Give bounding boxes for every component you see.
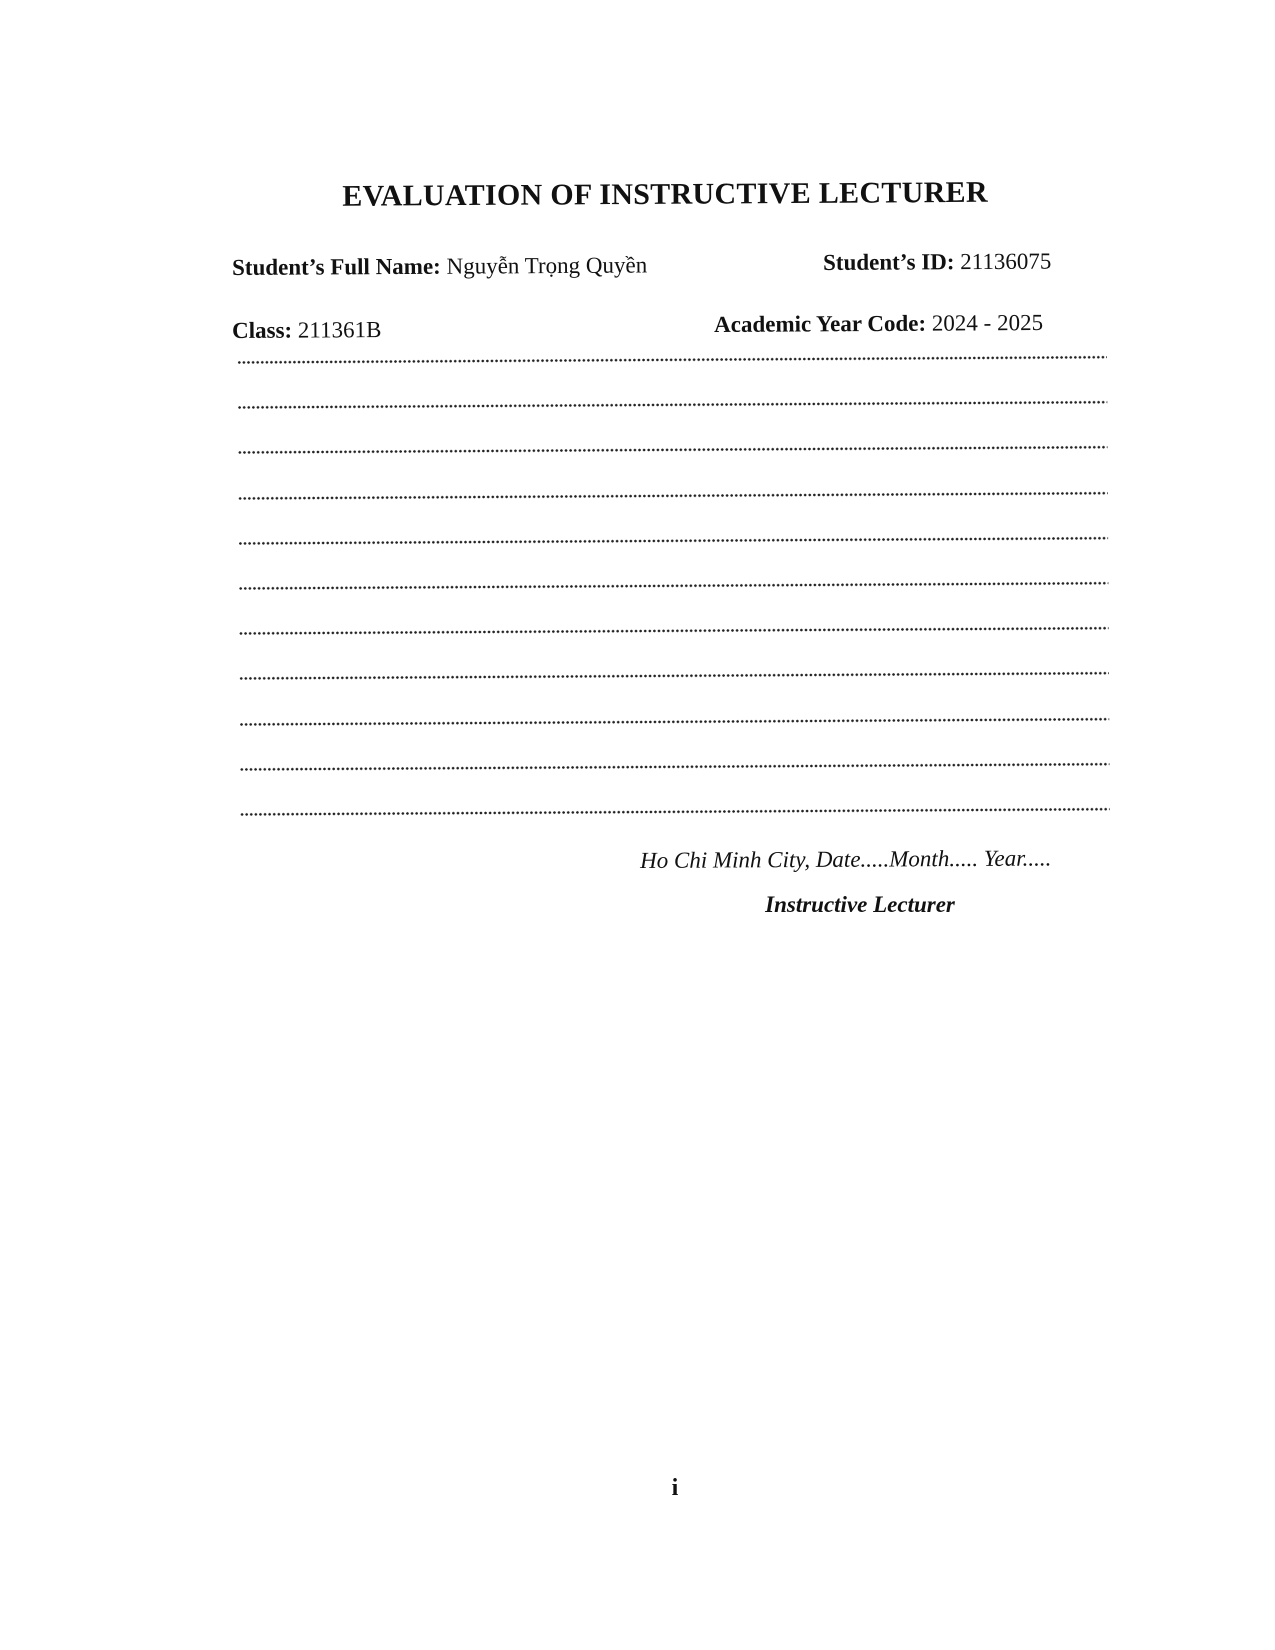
- student-id-value: 21136075: [960, 248, 1052, 275]
- page-number: i: [671, 1475, 679, 1501]
- academic-year-value: 2024 - 2025: [931, 309, 1044, 336]
- blank-dotted-line: [238, 535, 1108, 545]
- document-title: EVALUATION OF INSTRUCTIVE LECTURER: [342, 175, 988, 213]
- student-name-field: [232, 252, 647, 281]
- class-value: 211361B: [297, 317, 382, 343]
- class-field: [232, 317, 381, 344]
- blank-dotted-line: [238, 581, 1108, 591]
- blank-dotted-line: [240, 807, 1110, 817]
- blank-dotted-line: [239, 761, 1109, 771]
- student-name-label: Student’s Full Name:: [232, 253, 441, 280]
- class-label: Class:: [232, 317, 293, 343]
- blank-dotted-line: [238, 490, 1108, 500]
- student-id-field: [823, 249, 1051, 276]
- evaluation-lines: [237, 355, 1110, 840]
- blank-dotted-line: [238, 445, 1108, 455]
- place-date-line: Ho Chi Minh City, Date.....Month..... Year.....: [640, 845, 1052, 873]
- student-name-value: Nguyễn Trọng Quyền: [446, 252, 648, 279]
- blank-dotted-line: [239, 716, 1109, 726]
- signatory-title: Instructive Lecturer: [765, 892, 955, 917]
- academic-year-field: [714, 310, 1043, 338]
- blank-dotted-line: [237, 355, 1107, 365]
- blank-dotted-line: [239, 626, 1109, 636]
- blank-dotted-line: [239, 671, 1109, 681]
- blank-dotted-line: [237, 400, 1107, 410]
- academic-year-label: Academic Year Code:: [714, 310, 927, 337]
- student-id-label: Student’s ID:: [823, 249, 955, 275]
